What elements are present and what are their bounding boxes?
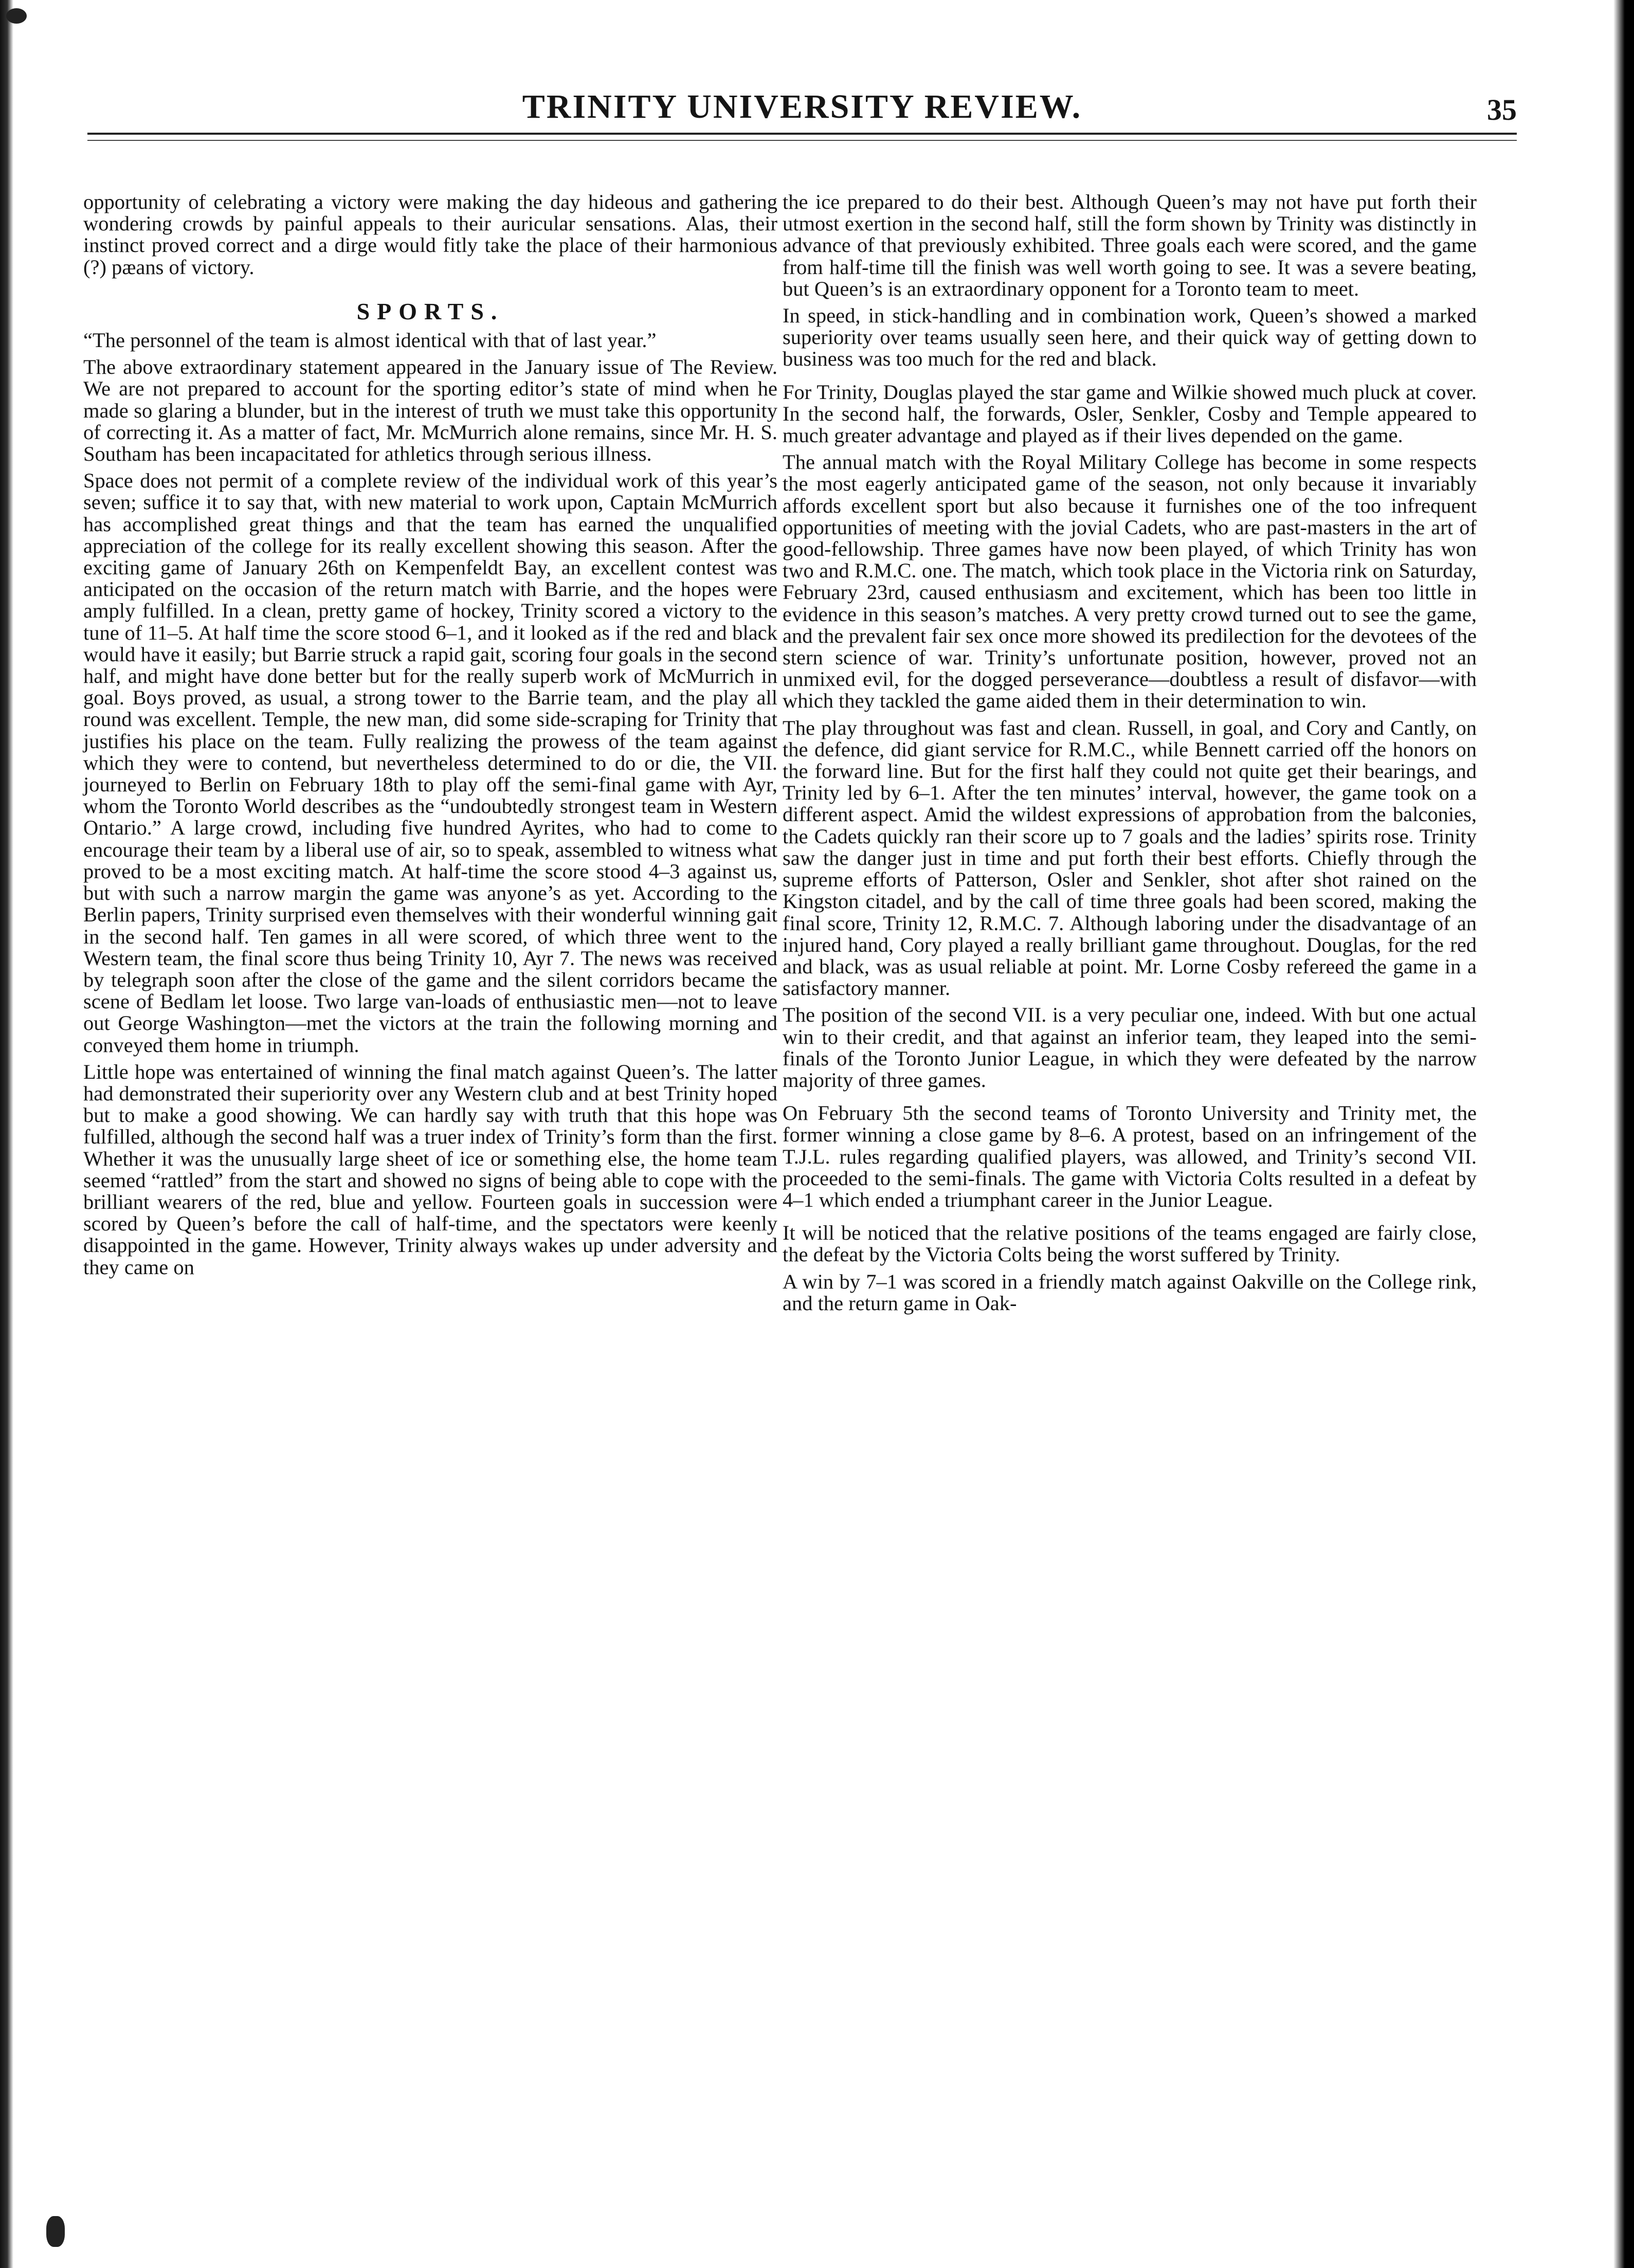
header-rule-thin: [87, 140, 1517, 141]
paragraph: The annual match with the Royal Military College has become in some respects the most eagerly anticipated game of the season, not only because it invariably affords excellent sport but also because it furnishes one of the too infrequent opportunities of meeting with the jovial Cadets, who are past-masters in the art of good-fellowship. Three games have now been played, of which Trinity has won two and R.M.C. one. The match, which took place in the Victoria rink on Saturday, February 23rd, caused enthusiasm and excitement, which has been too little in evidence in this season’s matches. A very pretty crowd turned out to see the game, and the prevalent fair sex once more showed its predilection for the devotees of the stern science of war. Trinity’s unfortunate position, however, proved not an unmixed evil, for the dogged perseverance—doubtless a result of disfavor—with which they tackled the game aided them in their determination to win.: [783, 450, 1477, 713]
intro-paragraph: opportunity of celebrating a victory were making the day hideous and gathering wondering crowds by painful appeals to their auricular sensations. Alas, their instinct proved correct and a dirge would fitly take the place of their harmonious (?) pæans of victory.: [83, 190, 777, 279]
scan-right-edge: [1613, 0, 1634, 2268]
paragraph: A win by 7–1 was scored in a friendly match against Oakville on the College rink, and the return game in Oak-: [783, 1269, 1477, 1315]
paragraph: The play throughout was fast and clean. Russell, in goal, and Cory and Cantly, on the defence, did giant service for R.M.C., while Bennett carried off the honors on the forward line. But for the first half they could not quite get their bearings, and Trinity led by 6–1. After the ten minutes’ interval, however, the game took on a different aspect. Amid the wildest expressions of approbation from the balconies, the Cadets quickly ran their score up to 7 goals and the ladies’ spirits rose. Trinity saw the danger just in time and put forth their best efforts. Chiefly through the supreme efforts of Patterson, Osler and Senkler, shot after shot rained on the Kingston citadel, and by the call of time three goals had been scored, making the final score, Trinity 12, R.M.C. 7. Although laboring under the disadvantage of an injured hand, Cory played a really brilliant game throughout. Douglas, for the red and black, was as usual reliable at point. Mr. Lorne Cosby refereed the game in a satisfactory manner.: [783, 716, 1477, 1000]
left-column: [83, 191, 777, 1278]
right-column: [783, 191, 1477, 1314]
header-rule: [87, 133, 1517, 135]
page-number: 35: [1487, 93, 1517, 126]
journal-title: TRINITY UNIVERSITY REVIEW.: [522, 88, 1082, 125]
paragraph: It will be noticed that the relative positions of the teams engaged are fairly close, the defeat by the Victoria Colts being the worst suffered by Trinity.: [783, 1221, 1477, 1266]
paragraph: “The personnel of the team is almost identical with that of last year.”: [83, 329, 657, 352]
scan-artifact: [46, 2216, 65, 2247]
paragraph: The above extraordinary statement appeared in the January issue of The Review. We are not prepared to account for the sporting editor’s state of mind when he made so glaring a blunder, but in the interest of truth we must take this opportunity of correcting it. As a matter of fact, Mr. McMurrich alone remains, since Mr. H. S. Southam has been incapacitated for athletics through serious illness.: [83, 355, 777, 466]
section-heading-sports: SPORTS.: [356, 298, 504, 324]
paragraph: Little hope was entertained of winning the final match against Queen’s. The latter had demonstrated their superiority over any Western club and at best Trinity hoped but to make a good showing. We can hardly say with truth that this hope was fulfilled, although the second half was a truer index of Trinity’s form than the first. Whether it was the unusually large sheet of ice or something else, the home team seemed “rattled” from the start and showed no signs of being able to cope with the brilliant wearers of the red, blue and yellow. Fourteen goals in succession were scored by Queen’s before the call of half-time, and the spectators were keenly disappointed in the game. However, Trinity always wakes up under adversity and they came on: [83, 1060, 777, 1279]
paragraph: On February 5th the second teams of Toronto University and Trinity met, the former winning a close game by 8–6. A protest, based on an infringement of the T.J.L. rules regarding qualified players, was allowed, and Trinity’s second VII. proceeded to the semi-finals. The game with Victoria Colts resulted in a defeat by 4–1 which ended a triumphant career in the Junior League.: [783, 1101, 1477, 1211]
paragraph: For Trinity, Douglas played the star game and Wilkie showed much pluck at cover. In the second half, the forwards, Osler, Senkler, Cosby and Temple appeared to much greater advantage and played as if their lives depended on the game.: [783, 380, 1477, 447]
paragraph: In speed, in stick-handling and in combination work, Queen’s showed a marked superiority over teams usually seen here, and their quick way of getting down to business was too much for the red and black.: [783, 304, 1477, 371]
paragraph: Space does not permit of a complete review of the individual work of this year’s seven; suffice it to say that, with new material to work upon, Captain McMurrich has accomplished great things and that the team has earned the unqualified appreciation of the college for its really excellent showing this season. After the exciting game of January 26th on Kempenfeldt Bay, an excellent contest was anticipated on the occasion of the return match with Barrie, and the hopes were amply fulfilled. In a clean, pretty game of hockey, Trinity scored a victory to the tune of 11–5. At half time the score stood 6–1, and it looked as if the red and black would have it easily; but Barrie struck a rapid gait, scoring four goals in the second half, and might have done better but for the really superb work of McMurrich in goal. Boys proved, as usual, a strong tower to the Barrie team, and the play all round was excellent. Temple, the new man, did some side-scraping for Trinity that justifies his place on the team. Fully realizing the prowess of the team against which they were to contend, but nevertheless determined to do or die, the VII. journeyed to Berlin on February 18th to play off the semi-final game with Ayr, whom the Toronto World describes as the “undoubtedly strongest team in Western Ontario.” A large crowd, including five hundred Ayrites, who had to come to encourage their team by a liberal use of air, so to speak, assembled to witness what proved to be a most exciting match. At half-time the score stood 4–3 against us, but with such a narrow margin the game was anyone’s as yet. According to the Berlin papers, Trinity surprised even themselves with their wonderful winning gait in the second half. Ten games in all were scored, of which three went to the Western team, the final score thus being Trinity 10, Ayr 7. The news was received by telegraph soon after the close of the game and the silent corridors became the scene of Bedlam let loose. Two large van-loads of enthusiastic men—not to leave out George Washington—met the victors at the train the following morning and conveyed them home in triumph.: [83, 469, 777, 1057]
scan-artifact: [6, 8, 27, 24]
paragraph: The position of the second VII. is a very peculiar one, indeed. With but one actual win to their credit, and that against an inferior team, they leaped into the semi-finals of the Toronto Junior League, in which they were defeated by the narrow majority of three games.: [783, 1003, 1477, 1092]
paragraph: the ice prepared to do their best. Although Queen’s may not have put forth their utmost exertion in the second half, still the form shown by Trinity was distinctly in advance of that previously exhibited. Three goals each were scored, and the game from half-time till the finish was well worth going to see. It was a severe beating, but Queen’s is an extraordinary opponent for a Toronto team to meet.: [783, 190, 1477, 300]
scan-binding-edge: [0, 0, 13, 2268]
